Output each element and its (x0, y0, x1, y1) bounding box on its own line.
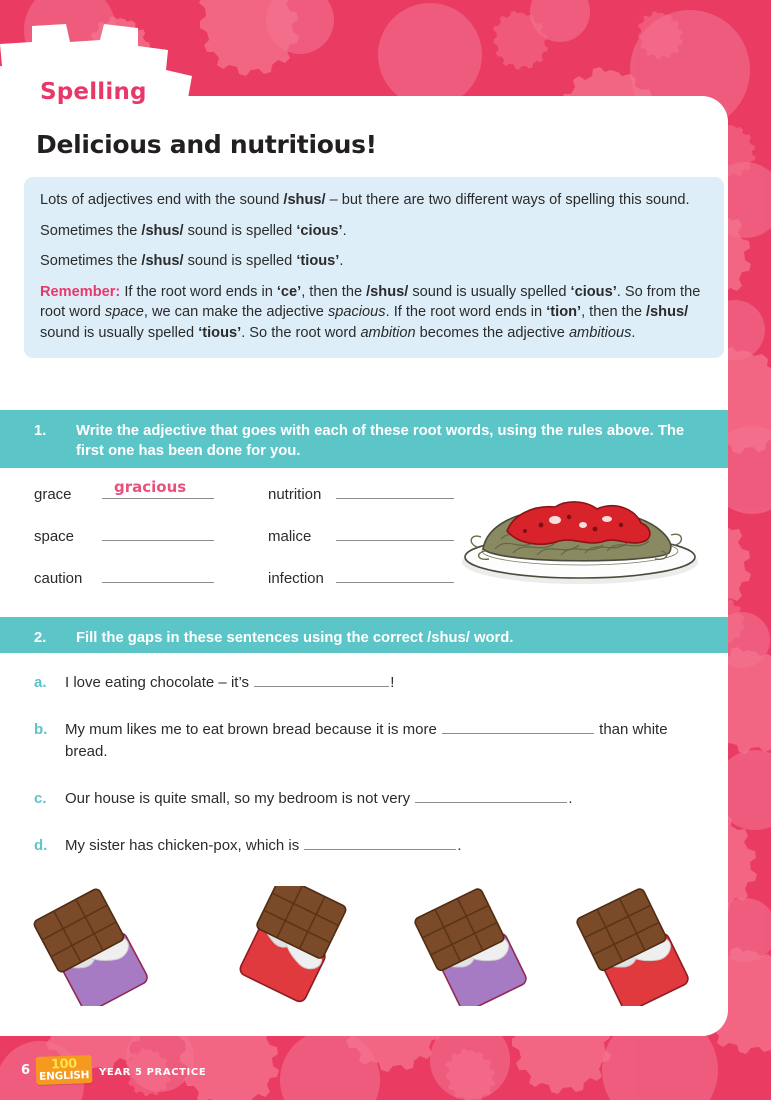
chocolate-bar-red-wrapper (570, 886, 720, 1006)
info-line-2: Sometimes the /shus/ sound is spelled ‘cious’. (40, 222, 347, 239)
sentence-item (34, 835, 714, 857)
brand-subtitle: YEAR 5 PRACTICE (99, 1067, 207, 1078)
sentence-label: d. (34, 837, 48, 854)
sentence-text: I love eating chocolate – it’s ! (65, 674, 395, 691)
sentence-gap-input[interactable] (254, 672, 389, 687)
root-word-label: caution (34, 570, 83, 587)
brand-logo (36, 1055, 93, 1085)
sentence-gap-input[interactable] (304, 835, 456, 850)
sentence-item (34, 672, 714, 694)
root-word-label: malice (268, 528, 312, 545)
answer-input[interactable] (336, 566, 454, 583)
remember-label: Remember: (40, 283, 121, 300)
root-word-label: space (34, 528, 75, 545)
question-2-text: Fill the gaps in these sentences using the correct /shus/ word. (76, 630, 514, 646)
page-number: 6 (21, 1063, 31, 1078)
word-pair (34, 524, 214, 545)
sentence-text: My mum likes me to eat brown bread because it is more than white bread. (65, 721, 668, 760)
word-row (34, 524, 464, 566)
word-pair (268, 524, 454, 545)
word-pair (268, 482, 454, 503)
sentence-item (34, 788, 714, 810)
root-word-label: nutrition (268, 486, 322, 503)
brand-number: 100 (50, 1056, 77, 1073)
word-pair (268, 566, 454, 587)
question-2-number: 2. (34, 630, 47, 646)
subject-label: Spelling (40, 79, 147, 105)
chocolate-bar-row (0, 880, 728, 1020)
word-pair (34, 566, 214, 587)
spaghetti-icon (455, 487, 705, 587)
page-footer (0, 1036, 771, 1100)
root-word-label: grace (34, 486, 72, 503)
question-1-text: Write the adjective that goes with each of these root words, using the rules above. The first one has been done for you. (76, 423, 685, 459)
answer-input[interactable] (102, 524, 214, 541)
sentence-label: b. (34, 721, 48, 738)
info-line-3: Sometimes the /shus/ sound is spelled ‘tious’. (40, 253, 344, 269)
sentence-gap-input[interactable] (415, 788, 567, 803)
root-word-grid (34, 478, 464, 608)
spaghetti-plate-illustration (455, 487, 705, 592)
info-box (24, 177, 724, 358)
sentence-text: My sister has chicken-pox, which is . (65, 837, 462, 854)
chocolate-bar-purple-wrapper (408, 886, 558, 1006)
answer-text: gracious (114, 478, 187, 496)
brand-name: ENGLISH (38, 1069, 90, 1083)
word-pair (34, 478, 214, 503)
sentence-list (34, 672, 714, 882)
sentence-gap-input[interactable] (442, 719, 594, 734)
sentence-item (34, 719, 714, 763)
answer-input[interactable] (336, 482, 454, 499)
question-1-header (0, 410, 728, 468)
root-word-label: infection (268, 570, 324, 587)
answer-input[interactable] (336, 524, 454, 541)
chocolate-bar-red-wrapper (228, 886, 378, 1006)
question-1-number: 1. (34, 423, 47, 439)
page-title: Delicious and nutritious! (36, 130, 377, 159)
word-row (34, 478, 464, 524)
sentence-text: Our house is quite small, so my bedroom is not very . (65, 790, 573, 807)
question-2-header (0, 617, 728, 653)
answer-input[interactable] (102, 566, 214, 583)
word-row (34, 566, 464, 608)
sentence-label: c. (34, 790, 47, 807)
answer-input[interactable] (102, 478, 214, 499)
info-line-1: Lots of adjectives end with the sound /shus/ – but there are two different ways of spelling this sound. (40, 192, 690, 208)
chocolate-bar-purple-wrapper (28, 886, 178, 1006)
info-line-remember: Remember: If the root word ends in ‘ce’, then the /shus/ sound is usually spelled ‘cious’. So from the root word space, we can make the adjective spacious. If the root word ends in ‘tion’, then the /shus/ sound is usually spelled ‘tious’. So the root word ambition becomes the adjective ambitious. (40, 283, 701, 341)
sentence-label: a. (34, 674, 47, 691)
